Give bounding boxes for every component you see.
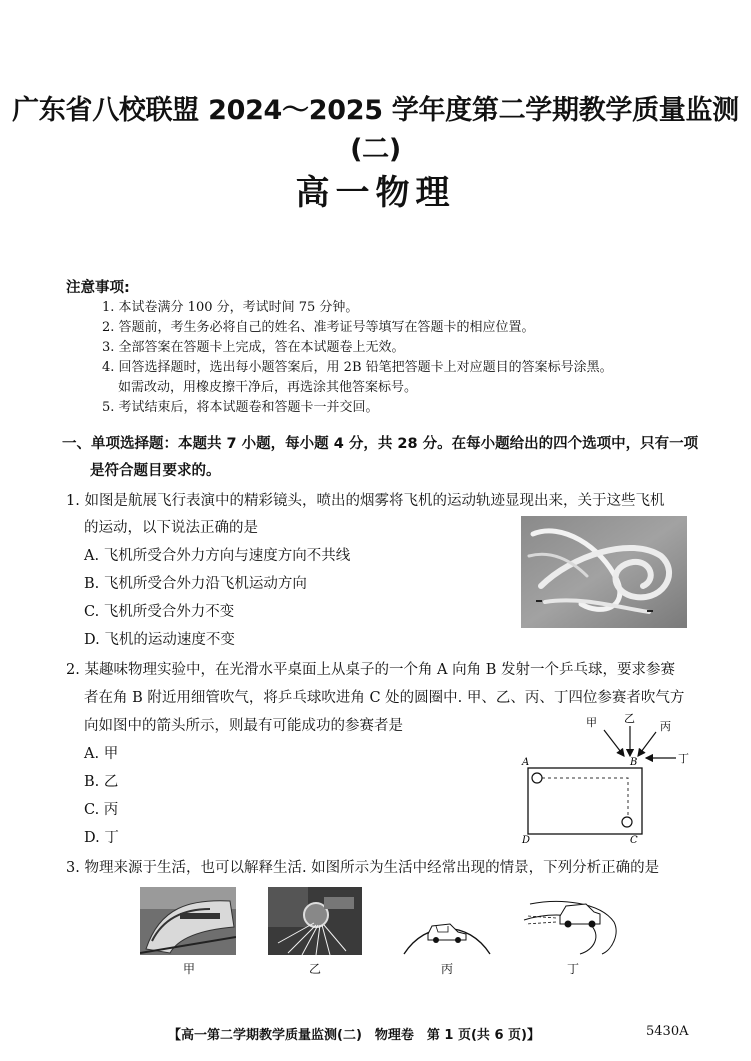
section-heading-cont: 是符合题目要求的。: [90, 463, 221, 479]
train-photo: [140, 887, 236, 955]
label-jia: 甲: [586, 716, 597, 729]
q1-option-b: B. 飞机所受合外力沿飞机运动方向: [84, 576, 307, 592]
ball-path: [542, 778, 628, 818]
corner-b: B: [630, 757, 638, 768]
corner-a: A: [522, 757, 530, 768]
notice-item-4-cont: 如需改动，用橡皮擦干净后，再选涂其他答案标号。: [118, 380, 418, 395]
q2-option-a: A. 甲: [84, 746, 119, 762]
q2-option-c: C. 丙: [84, 802, 119, 818]
q1-option-d: D. 飞机的运动速度不变: [84, 632, 235, 648]
paper-code: 5430A: [646, 1024, 689, 1039]
q2-stem-line2: 者在角 B 附近用细管吹气，将乒乓球吹进角 C 处的圆圈中. 甲、乙、丙、丁四位参赛者吹气方: [84, 690, 685, 706]
exam-title: 广东省八校联盟 2024～2025 学年度第二学期教学质量监测(二): [12, 95, 739, 165]
q2-option-d: D. 丁: [84, 830, 119, 846]
label-ding: 丁: [678, 752, 689, 765]
car-on-curve: [520, 894, 620, 956]
page-footer: 【高一第二学期教学质量监测(二) 物理卷 第 1 页(共 6 页)】: [168, 1028, 540, 1043]
arrow-jia: [604, 730, 624, 756]
q1-option-c: C. 飞机所受合外力不变: [84, 604, 235, 620]
q2-option-b: B. 乙: [84, 774, 119, 790]
notice-item-4: 4. 回答选择题时，选出每小题答案后，用 2B 铅笔把答题卡上对应题目的答案标号涂黑。: [102, 360, 613, 375]
ping-pong-ball: [532, 773, 542, 783]
label-bing: 丙: [660, 720, 671, 733]
q2-stem-line1: 2. 某趣味物理实验中，在光滑水平桌面上从桌子的一个角 A 向角 B 发射一个乒乓球，要求参赛: [66, 662, 676, 678]
grinding-photo: [268, 887, 362, 955]
label-yi: 乙: [624, 712, 635, 725]
corner-c: C: [630, 835, 638, 844]
q1-option-a: A. 飞机所受合外力方向与速度方向不共线: [84, 548, 351, 564]
q3-stem: 3. 物理来源于生活，也可以解释生活. 如图所示为生活中经常出现的情景，下列分析正确的是: [66, 860, 660, 876]
caption-jia: 甲: [182, 962, 195, 976]
section-heading: 一、单项选择题：本题共 7 小题，每小题 4 分，共 28 分。在每小题给出的四个选项中，只有一项: [62, 436, 699, 452]
corner-d: D: [522, 835, 531, 844]
table-diagram: [518, 712, 690, 844]
caption-yi: 乙: [308, 962, 321, 976]
notice-item-3: 3. 全部答案在答题卡上完成，答在本试题卷上无效。: [102, 340, 405, 355]
arrow-bing: [638, 732, 656, 756]
notice-item-1: 1. 本试卷满分 100 分，考试时间 75 分钟。: [102, 300, 359, 315]
q2-stem-line3: 向如图中的箭头所示，则最有可能成功的参赛者是: [84, 718, 403, 734]
notice-item-2: 2. 答题前，考生务必将自己的姓名、准考证号等填写在答题卡的相应位置。: [102, 320, 535, 335]
target-circle: [622, 817, 632, 827]
q1-stem-line1: 1. 如图是航展飞行表演中的精彩镜头，喷出的烟雾将飞机的运动轨迹显现出来，关于这些飞机: [66, 493, 665, 509]
notice-heading: 注意事项:: [66, 280, 130, 296]
notice-item-5: 5. 考试结束后，将本试题卷和答题卡一并交回。: [102, 400, 379, 415]
q1-stem-line2: 的运动，以下说法正确的是: [84, 520, 258, 536]
caption-bing: 丙: [440, 962, 453, 976]
caption-ding: 丁: [566, 962, 579, 976]
airshow-photo: [521, 516, 687, 628]
car-over-bridge: [402, 912, 492, 956]
subject-title: 高一物理: [295, 173, 456, 213]
